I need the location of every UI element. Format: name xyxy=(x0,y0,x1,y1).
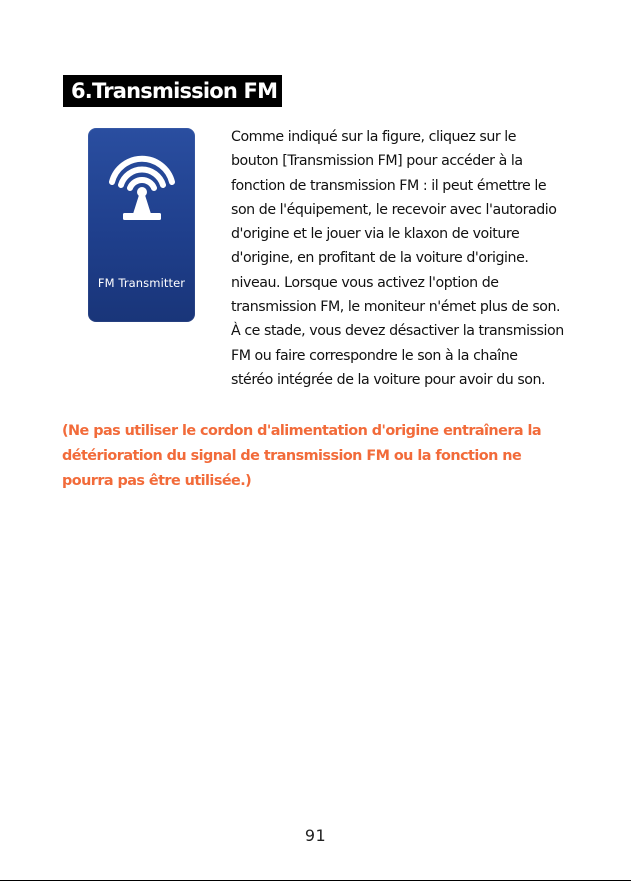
description-line: d'origine, en profitant de la voiture d'origine. xyxy=(231,250,529,267)
description-line: Comme indiqué sur la figure, cliquez sur le xyxy=(231,129,517,145)
page-number: 91 xyxy=(304,826,327,845)
warning-line: pourra pas être utilisée.) xyxy=(62,473,252,489)
description-line: bouton [Transmission FM] pour accéder à la xyxy=(231,153,523,170)
fm-transmitter-app-tile xyxy=(88,128,195,322)
description-paragraph xyxy=(231,125,564,392)
fm-broadcast-antenna-icon xyxy=(106,152,178,224)
warning-note xyxy=(62,419,541,494)
warning-line: (Ne pas utiliser le cordon d'alimentation d'origine entraînera la xyxy=(62,423,542,439)
description-line: d'origine et le jouer via le klaxon de voiture xyxy=(231,226,520,243)
section-heading: 6.Transmission FM xyxy=(63,75,282,107)
bottom-divider xyxy=(0,880,631,881)
description-line: son de l'équipement, le recevoir avec l'autoradio xyxy=(231,201,557,218)
warning-line: détérioration du signal de transmission FM ou la fonction ne xyxy=(62,448,522,464)
description-line: niveau. Lorsque vous activez l'option de xyxy=(231,274,499,291)
description-line: À ce stade, vous devez désactiver la transmission xyxy=(231,323,564,340)
app-tile-label: FM Transmitter xyxy=(97,276,186,290)
description-line: fonction de transmission FM : il peut émettre le xyxy=(231,177,547,194)
description-line: stéréo intégrée de la voiture pour avoir du son. xyxy=(231,371,546,388)
description-line: FM ou faire correspondre le son à la chaîne xyxy=(231,347,518,364)
description-line: transmission FM, le moniteur n'émet plus de son. xyxy=(231,299,561,316)
